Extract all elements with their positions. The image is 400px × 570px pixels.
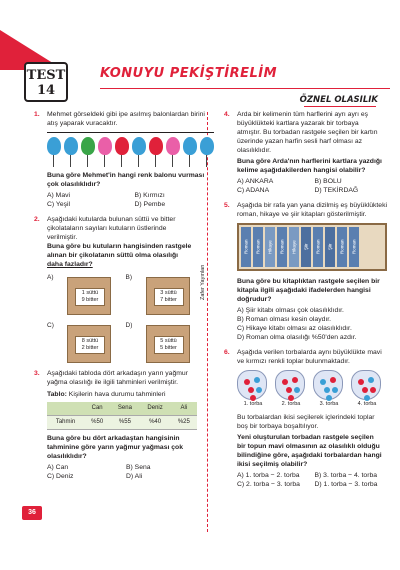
question-text: Aşağıda verilen torbalarda aynı büyüklükte mavi ve kırmızı renkli toplar bulunmaktadır. <box>237 349 382 365</box>
balloon-row <box>47 132 214 155</box>
box-letter: B) <box>125 274 132 281</box>
ball-blue <box>368 377 374 383</box>
option-b[interactable]: B) BOLU <box>314 178 342 185</box>
book: Hikaye <box>265 227 275 267</box>
question-number: 1. <box>34 111 40 118</box>
option-d[interactable]: D) Roman olma olasılığı %50'den azdır. <box>237 334 357 341</box>
ball-red <box>370 387 376 393</box>
question-number: 4. <box>224 111 230 118</box>
option-c[interactable]: C) 2. torba − 3. torba <box>237 481 300 488</box>
question-number: 6. <box>224 349 230 356</box>
question-text: Arda bir kelimenin tüm harflerini ayrı ayrı eş büyüklükteki kartlara yazarak bir torbaya atmıştır. Bu torbadan rastgele seçilen bir kartın üzerinde yazan harfin sesli harf olması az olasılıklıdır. <box>237 111 378 154</box>
bitter-count: 9 bitter <box>81 297 99 303</box>
test-badge <box>24 62 68 102</box>
table-row <box>47 416 197 430</box>
option-c[interactable]: C) Hikaye kitabı olması az olasılıklıdır. <box>237 325 352 332</box>
book: Şiir <box>301 227 311 267</box>
box-option[interactable] <box>47 273 114 315</box>
bag <box>275 370 307 409</box>
ball-blue <box>324 387 330 393</box>
option-d[interactable]: D) TEKİRDAĞ <box>314 187 359 194</box>
page-title: KONUYU PEKİŞTİRELİM <box>100 66 278 81</box>
question-prompt: Buna göre Mehmet'in hangi renk balonu vurması çok olasılıklıdır? <box>47 172 205 188</box>
table-header-row <box>47 402 197 416</box>
ball-blue <box>332 387 338 393</box>
question-4 <box>224 110 384 195</box>
book: Hikaye <box>289 227 299 267</box>
question-text: Aşağıdaki kutularda bulunan süttü ve bitter çikolataların sayıları kutuların üstlerinde verilmiştir. <box>47 216 176 241</box>
test-label: TEST <box>26 68 66 83</box>
ball-red <box>330 377 336 383</box>
balloon-blue <box>47 137 61 155</box>
answer-options <box>47 191 214 209</box>
ball-red <box>358 379 364 385</box>
balloon-pink <box>166 137 180 155</box>
right-column <box>224 110 387 495</box>
box-letter: D) <box>125 322 133 329</box>
option-a[interactable]: A) Şiir kitabı olması çok olasılıklıdır. <box>237 307 344 314</box>
book: Roman <box>337 227 347 267</box>
ball-red <box>282 379 288 385</box>
question-5 <box>224 201 387 342</box>
table-cell: %25 <box>171 416 197 430</box>
answer-options <box>237 306 387 342</box>
table-header-cell: Sena <box>110 402 139 416</box>
question-prompt: Yeni oluşturulan torbadan rastgele seçilen bir topun mavi olmasının az olasılıklı olduğu bilindiğine göre, aşağıdaki torbalardan hangi ikisi seçilmiş olabilir? <box>237 434 382 468</box>
ball-red <box>250 395 256 401</box>
title-divider <box>100 88 390 89</box>
prompt-emphasis: daha fazladır? <box>47 261 93 268</box>
option-a[interactable]: A) 1. torba − 2. torba <box>237 472 300 479</box>
option-c[interactable]: C) Yeşil <box>47 201 71 208</box>
bag-shape <box>313 370 343 400</box>
question-number: 3. <box>34 370 40 377</box>
answer-options <box>237 471 384 489</box>
ball-red <box>248 387 254 393</box>
table-caption-label: Tablo: <box>47 391 67 398</box>
balloon-blue <box>132 137 146 155</box>
box-letter: A) <box>47 274 54 281</box>
question-prompt <box>47 242 192 269</box>
box-label <box>75 336 105 354</box>
book: Roman <box>253 227 263 267</box>
bag <box>351 370 383 409</box>
box-option[interactable] <box>126 273 193 315</box>
milk-count: 5 süttü <box>160 338 177 344</box>
publisher-label: Zafer Yayınları <box>200 264 206 300</box>
ball-blue <box>254 377 260 383</box>
question-prompt: Buna göre bu dört arkadaştan hangisinin tahminine göre yarın yağmur yağması çok olasılıklıdır? <box>47 435 183 460</box>
topic-title: ÖZNEL OLASILIK <box>299 95 378 105</box>
chocolate-box <box>146 325 190 363</box>
bag-label: 1. torba <box>243 401 263 407</box>
table-header-cell: Ali <box>171 402 197 416</box>
question-prompt: Buna göre bu kitaplıktan rastgele seçilen bir kitapla ilgili aşağıdaki ifadelerden hangisi doğrudur? <box>237 278 380 303</box>
box-label <box>154 336 184 354</box>
prompt-text: Buna göre bu kutuların hangisinden rastgele alınan bir çikolatanın süttü olma olasılığı <box>47 243 192 259</box>
table-title: Kişilerin hava durumu tahminleri <box>68 391 166 398</box>
option-a[interactable]: A) ANKARA <box>237 178 274 185</box>
ball-blue <box>256 387 262 393</box>
ball-red <box>292 377 298 383</box>
table-cell: %55 <box>110 416 139 430</box>
question-number: 2. <box>34 216 40 223</box>
bookshelf <box>237 223 387 271</box>
ball-red <box>244 379 250 385</box>
bag-row <box>237 370 384 409</box>
bag <box>237 370 269 409</box>
book: Roman <box>313 227 323 267</box>
box-option[interactable] <box>47 321 114 363</box>
box-label <box>75 288 105 306</box>
bitter-count: 2 bitter <box>81 345 99 351</box>
balloon-blue <box>200 137 214 155</box>
ball-blue <box>294 387 300 393</box>
box-letter: C) <box>47 322 54 329</box>
chocolate-box <box>67 325 111 363</box>
ball-red <box>286 387 292 393</box>
ball-red <box>362 387 368 393</box>
chocolate-boxes <box>47 273 192 363</box>
weather-table <box>47 402 197 430</box>
table-cell: %40 <box>140 416 171 430</box>
balloon-blue <box>183 137 197 155</box>
option-b[interactable]: B) Roman olması kesin olaydır. <box>237 316 332 323</box>
question-text-2: Bu torbalardan ikisi seçilerek içlerindeki toplar boş bir torbaya boşaltılıyor. <box>237 414 375 430</box>
ball-blue <box>326 395 332 401</box>
question-2 <box>34 215 192 363</box>
book: Roman <box>241 227 251 267</box>
balloon-pink <box>98 137 112 155</box>
option-d[interactable]: D) Pembe <box>134 201 166 208</box>
option-a[interactable]: A) Mavi <box>47 192 71 199</box>
chocolate-box <box>146 277 190 315</box>
table-row-label: Tahmin <box>47 416 84 430</box>
ball-red <box>288 395 294 401</box>
option-b[interactable]: B) Kırmızı <box>134 192 165 199</box>
option-d[interactable]: D) Ali <box>126 473 143 480</box>
table-header-cell <box>47 402 84 416</box>
question-prompt: Buna göre Arda'nın harflerini kartlara yazdığı kelime aşağıdakilerden hangisi olabilir? <box>237 158 382 174</box>
bag-label: 3. torba <box>319 401 339 407</box>
option-d[interactable]: D) 1. torba − 3. torba <box>314 481 378 488</box>
bag-label: 4. torba <box>357 401 377 407</box>
test-number: 14 <box>36 83 56 98</box>
balloon-blue <box>64 137 78 155</box>
balloon-green <box>81 137 95 155</box>
option-b[interactable]: B) Sena <box>126 464 151 471</box>
table-cell: %50 <box>84 416 110 430</box>
question-text: Mehmet görseldeki gibi ipe asılmış balonlardan birini atış yaparak vuracaktır. <box>47 111 205 127</box>
question-3 <box>34 369 192 481</box>
question-text: Aşağıdaki tabloda dört arkadaşın yarın yağmur yağma olasılığı ile ilgili tahminleri verilmiştir. <box>47 370 188 386</box>
box-label <box>154 288 184 306</box>
question-1 <box>34 110 205 209</box>
bag-label: 2. torba <box>281 401 301 407</box>
balloon-red <box>115 137 129 155</box>
table-header-cell: Can <box>84 402 110 416</box>
option-b[interactable]: B) 3. torba − 4. torba <box>314 472 378 479</box>
book: Roman <box>349 227 359 267</box>
question-number: 5. <box>224 202 230 209</box>
milk-count: 3 süttü <box>160 290 177 296</box>
bag-shape <box>275 370 305 400</box>
book: Şiir <box>325 227 335 267</box>
book: Roman <box>277 227 287 267</box>
bag-shape <box>351 370 381 400</box>
option-c[interactable]: C) ADANA <box>237 187 270 194</box>
bag <box>313 370 345 409</box>
balloon-red <box>149 137 163 155</box>
ball-blue <box>364 395 370 401</box>
table-header-cell: Deniz <box>140 402 171 416</box>
box-option[interactable] <box>126 321 193 363</box>
chocolate-box <box>67 277 111 315</box>
bitter-count: 7 bitter <box>160 297 177 303</box>
topic-underline <box>304 106 376 107</box>
question-text: Aşağıda bir rafa yan yana dizilmiş eş büyüklükteki roman, hikaye ve şiir kitapları gösterilmiştir. <box>237 202 387 218</box>
question-6 <box>224 348 384 489</box>
page-number: 36 <box>22 506 42 520</box>
option-c[interactable]: C) Deniz <box>47 473 74 480</box>
option-a[interactable]: A) Can <box>47 464 69 471</box>
ball-blue <box>320 379 326 385</box>
milk-count: 8 süttü <box>81 338 99 344</box>
bag-shape <box>237 370 267 400</box>
table-caption <box>47 390 197 399</box>
answer-options <box>47 463 197 481</box>
bitter-count: 5 bitter <box>160 345 177 351</box>
answer-options <box>237 177 384 195</box>
milk-count: 1 süttü <box>81 290 99 296</box>
